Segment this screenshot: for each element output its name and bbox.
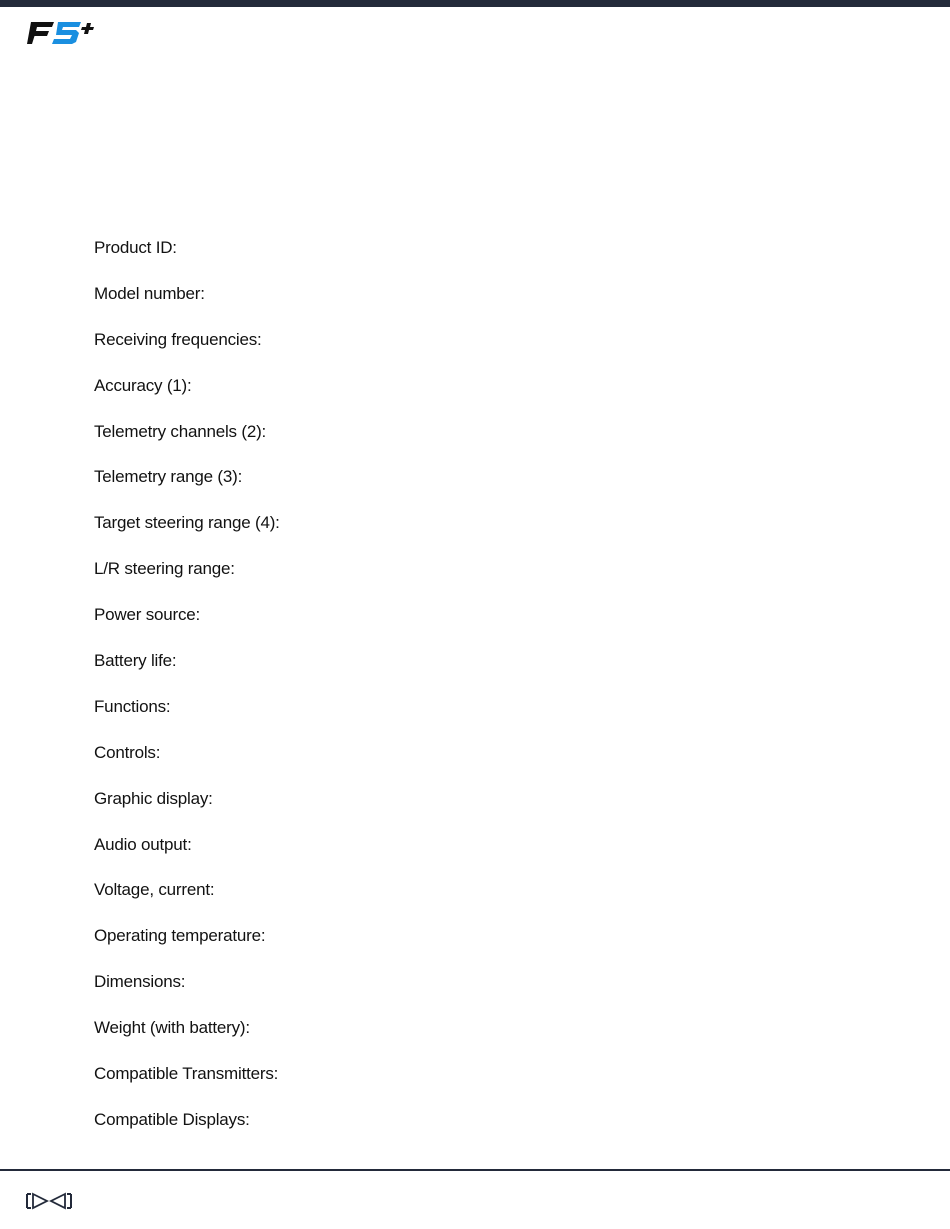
spec-label-accuracy: Accuracy (1):: [94, 375, 192, 395]
spec-label-battery-life: Battery life:: [94, 651, 177, 671]
spec-label-compatible-displays: Compatible Displays:: [94, 1109, 250, 1129]
spec-label-operating-temperature: Operating temperature:: [94, 926, 266, 946]
spec-label-target-steering-range: Target steering range (4):: [94, 513, 280, 533]
spec-label-controls: Controls:: [94, 742, 161, 762]
spec-label-dimensions: Dimensions:: [94, 972, 186, 992]
spec-label-functions: Functions:: [94, 696, 171, 716]
top-bar: [0, 0, 950, 7]
spec-label-telemetry-range: Telemetry range (3):: [94, 467, 243, 487]
footer-rule: [0, 1169, 950, 1171]
spec-label-graphic-display: Graphic display:: [94, 788, 213, 808]
spec-label-model-number: Model number:: [94, 283, 205, 303]
f5-plus-logo: [27, 18, 97, 48]
spec-label-receiving-frequencies: Receiving frequencies:: [94, 329, 262, 349]
spec-label-product-id: Product ID:: [94, 238, 177, 257]
dci-logo-icon: [26, 1192, 72, 1210]
spec-label-weight: Weight (with battery):: [94, 1018, 250, 1038]
spec-label-audio-output: Audio output:: [94, 834, 192, 854]
spec-label-voltage-current: Voltage, current:: [94, 880, 215, 900]
spec-list: [94, 236, 280, 1154]
spec-label-power-source: Power source:: [94, 605, 201, 625]
spec-label-lr-steering-range: L/R steering range:: [94, 559, 235, 579]
spec-label-telemetry-channels: Telemetry channels (2):: [94, 421, 267, 441]
spec-label-compatible-transmitters: Compatible Transmitters:: [94, 1064, 279, 1084]
